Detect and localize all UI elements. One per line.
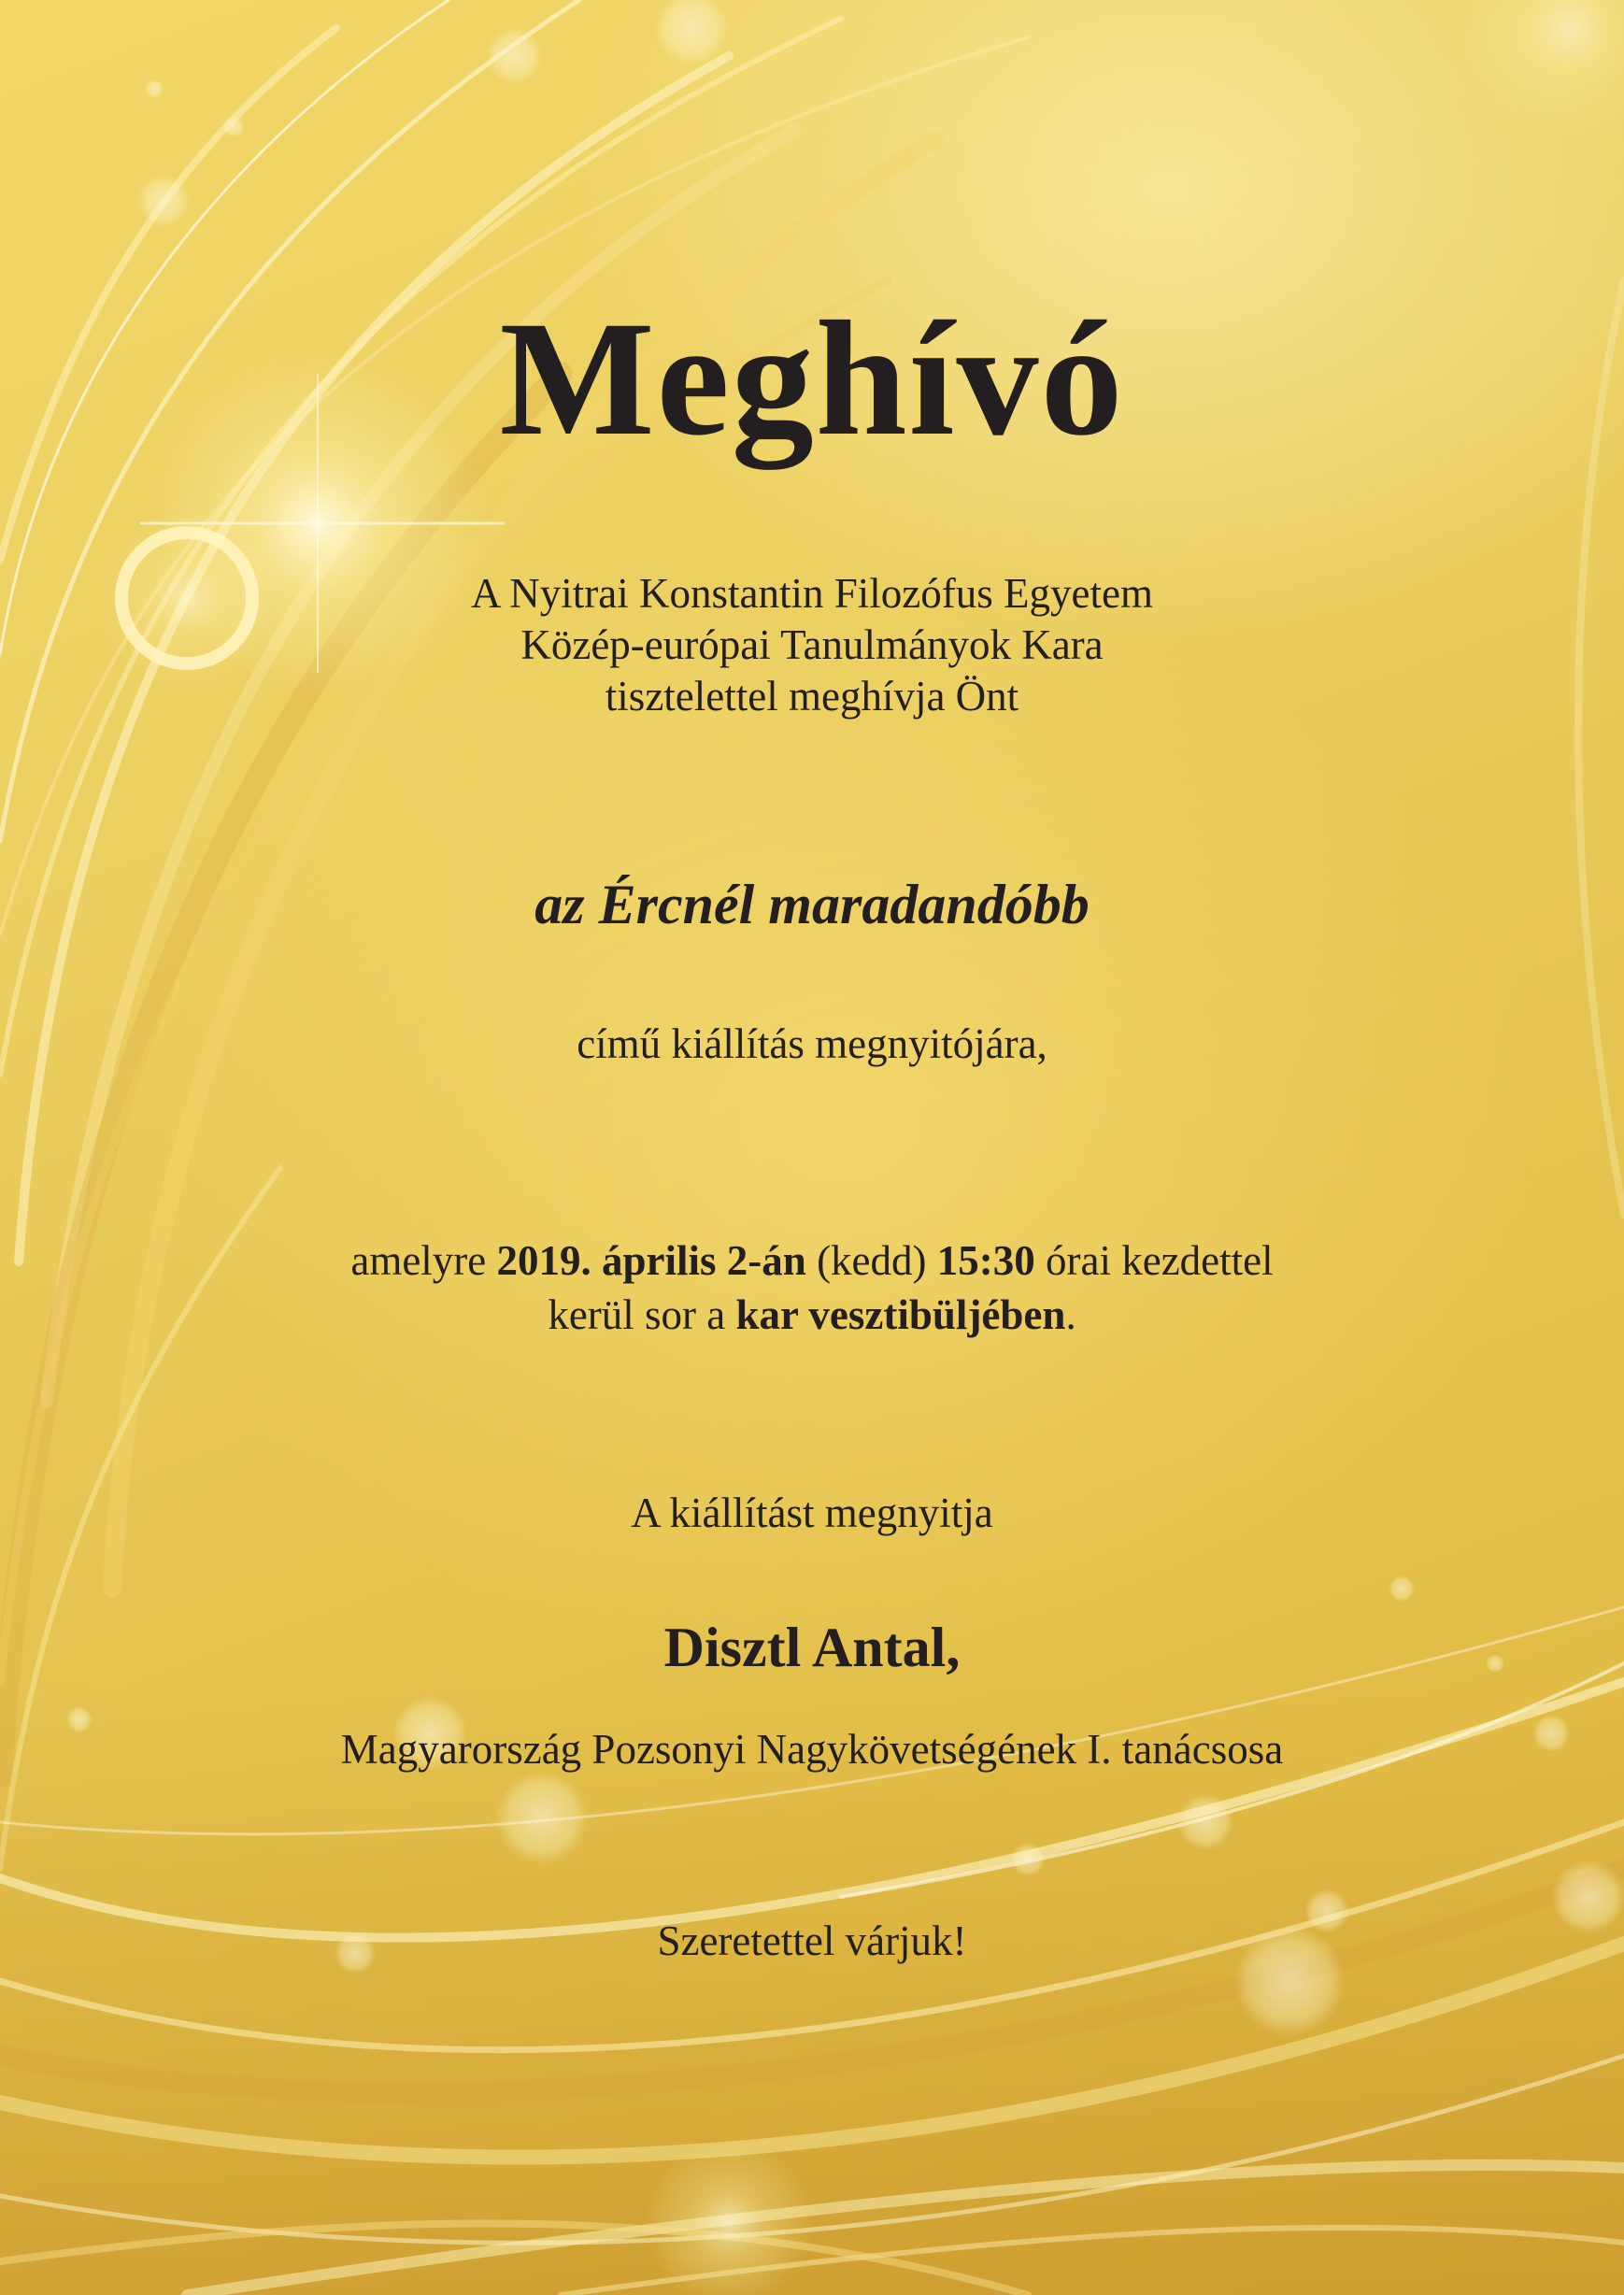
speaker-name: Disztl Antal, — [663, 1617, 961, 1678]
details-suffix: órai kezdettel — [1034, 1237, 1274, 1284]
event-date-time — [0, 1233, 1624, 1288]
intro-line-invitation: tisztelettel meghívja Önt — [605, 673, 1019, 720]
invitation-title: Meghívó — [499, 288, 1125, 470]
venue-prefix: kerül sor a — [548, 1291, 736, 1338]
event-date: 2019. április 2-án — [496, 1237, 806, 1284]
event-venue: kar vesztibüljében — [735, 1291, 1066, 1338]
opener-intro: A kiállítást megnyitja — [631, 1490, 993, 1536]
event-title: az Ércnél maradandóbb — [534, 874, 1090, 935]
event-subtitle: című kiállítás megnyitójára, — [577, 1020, 1047, 1067]
intro-line-faculty: Közép-európai Tanulmányok Kara — [520, 621, 1104, 668]
event-time: 15:30 — [936, 1237, 1035, 1284]
details-prefix: amelyre — [350, 1237, 497, 1284]
event-day: (kedd) — [805, 1237, 937, 1284]
intro-line-university: A Nyitrai Konstantin Filozófus Egyetem — [471, 570, 1153, 617]
venue-suffix: . — [1065, 1291, 1076, 1338]
closing-line: Szeretettel várjuk! — [657, 1917, 967, 1964]
speaker-role: Magyarország Pozsonyi Nagykövetségének I. tanácsosa — [340, 1726, 1284, 1773]
event-venue-line — [0, 1288, 1624, 1342]
